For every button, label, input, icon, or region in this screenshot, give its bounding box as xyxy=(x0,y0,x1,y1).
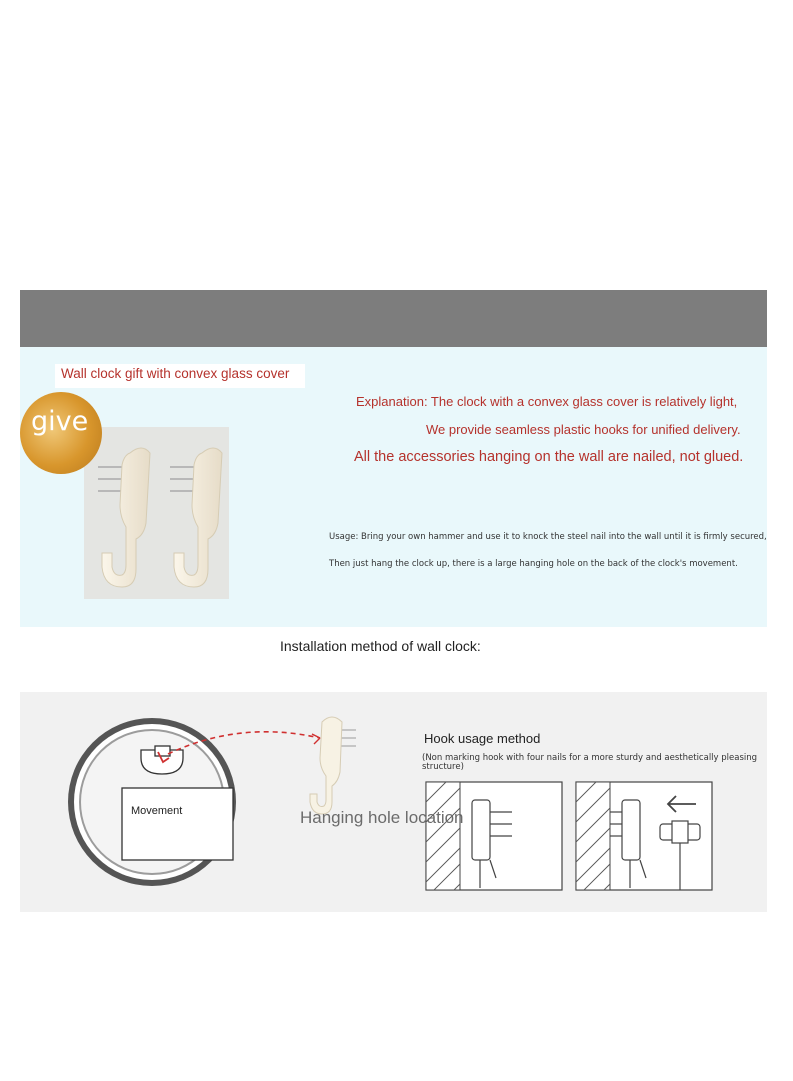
movement-label: Movement xyxy=(131,805,183,817)
hook-usage-title: Hook usage method xyxy=(424,731,541,746)
plastic-hook-icon xyxy=(84,427,229,599)
clock-face-icon xyxy=(68,718,236,886)
product-title: Wall clock gift with convex glass cover xyxy=(61,366,290,381)
hook-usage-description: (Non marking hook with four nails for a more sturdy and aesthetically pleasing structure) xyxy=(422,753,758,772)
explanation-line-3: All the accessories hanging on the wall are nailed, not glued. xyxy=(354,449,744,465)
installation-diagram xyxy=(20,692,767,912)
usage-line-2: Then just hang the clock up, there is a large hanging hole on the back of the clock's movement. xyxy=(329,559,738,569)
wall-hook-diagram-icon xyxy=(426,782,562,890)
hooks-photo xyxy=(84,427,229,599)
explanation-line-1: Explanation: The clock with a convex glass cover is relatively light, xyxy=(356,394,738,409)
usage-line-1: Usage: Bring your own hammer and use it to knock the steel nail into the wall until it is firmly secured, xyxy=(329,532,767,542)
installation-heading: Installation method of wall clock: xyxy=(280,638,481,654)
explanation-line-2: We provide seamless plastic hooks for unified delivery. xyxy=(426,422,741,437)
plastic-hook-icon xyxy=(310,717,356,814)
header-bar xyxy=(20,290,767,347)
give-label: give xyxy=(31,406,89,437)
hanging-hole-label: Hanging hole location xyxy=(300,808,464,827)
wall-hook-diagram-icon xyxy=(576,782,712,890)
